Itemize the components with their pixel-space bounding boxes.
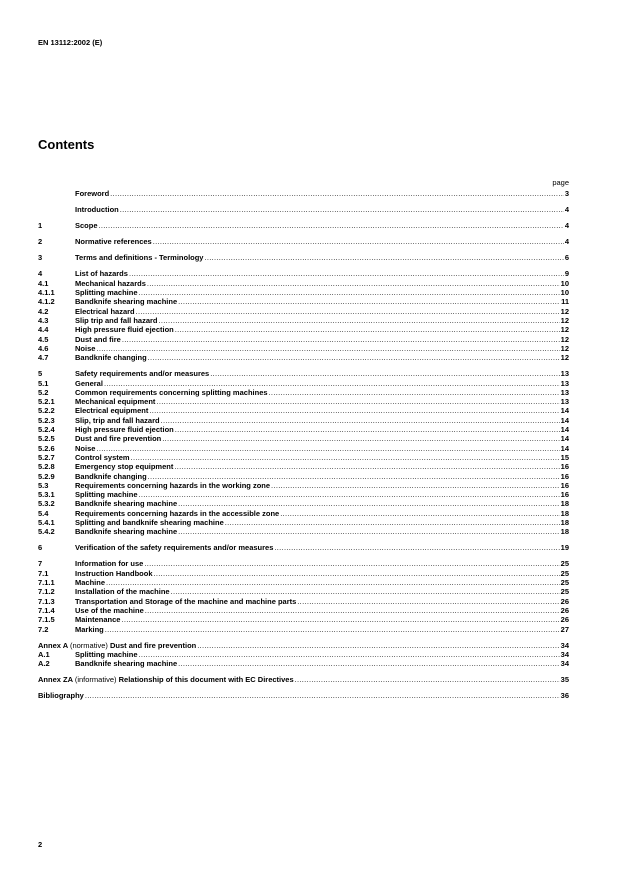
toc-entry[interactable] [38, 307, 569, 316]
toc-entry[interactable] [38, 353, 569, 362]
entry-title: Mechanical hazards [75, 278, 146, 288]
entry-page: 16 [560, 471, 569, 481]
toc-entry[interactable] [38, 659, 569, 668]
entry-number: 4.5 [38, 334, 49, 344]
leader-dots [204, 253, 563, 262]
leader-dots [156, 397, 559, 406]
entry-page: 25 [560, 587, 569, 597]
entry-title: Splitting machine [75, 288, 138, 298]
table-of-contents [38, 189, 569, 701]
entry-page: 12 [560, 325, 569, 335]
entry-title: Bandknife changing [75, 471, 147, 481]
entry-page: 4 [564, 237, 569, 247]
entry-page: 25 [560, 568, 569, 578]
entry-page: 13 [560, 387, 569, 397]
entry-page: 16 [560, 462, 569, 472]
leader-dots [148, 472, 560, 481]
toc-entry[interactable] [38, 379, 569, 388]
entry-title: Instruction Handbook [75, 568, 153, 578]
annex-za-page: 35 [560, 675, 569, 685]
annex-a-qualifier: (normative) [69, 640, 108, 650]
entry-number: A.2 [38, 659, 50, 669]
entry-number: 4.3 [38, 315, 49, 325]
entry-title: High pressure fluid ejection [75, 425, 174, 435]
bibliography-page: 36 [560, 691, 569, 701]
toc-entry[interactable] [38, 559, 569, 568]
entry-page: 12 [560, 306, 569, 316]
entry-title: Splitting and bandknife shearing machine [75, 517, 224, 527]
entry-number: 5.2.9 [38, 471, 55, 481]
toc-entry[interactable] [38, 279, 569, 288]
entry-title: List of hazards [75, 269, 128, 279]
leader-dots [136, 307, 560, 316]
toc-entry[interactable] [38, 221, 569, 230]
entry-number: 5.2.5 [38, 434, 55, 444]
leader-dots [145, 606, 560, 615]
leader-dots [139, 650, 560, 659]
entry-number: 7.1.2 [38, 587, 55, 597]
leader-dots [105, 625, 560, 634]
entry-title: Emergency stop equipment [75, 462, 174, 472]
entry-title: Noise [75, 443, 96, 453]
entry-title: Electrical hazard [75, 306, 135, 316]
toc-annex-a[interactable] [38, 641, 569, 650]
entry-page: 4 [564, 205, 569, 215]
entry-title: Installation of the machine [75, 587, 170, 597]
toc-entry[interactable] [38, 425, 569, 434]
annex-za-title: Relationship of this document with EC Directives [118, 675, 294, 685]
entry-title: Use of the machine [75, 605, 144, 615]
entry-title: Bandknife shearing machine [75, 527, 178, 537]
entry-number: 5.4 [38, 508, 49, 518]
entry-page: 13 [560, 378, 569, 388]
entry-page: 9 [564, 269, 569, 279]
leader-dots [171, 587, 560, 596]
toc-entry[interactable] [38, 597, 569, 606]
page-number: 2 [38, 840, 43, 849]
entry-title: Scope [75, 221, 98, 231]
toc-entry[interactable] [38, 434, 569, 443]
entry-number: 7.2 [38, 624, 49, 634]
leader-dots [120, 205, 564, 214]
entry-page: 18 [560, 527, 569, 537]
entry-title: Dust and fire prevention [75, 434, 162, 444]
entry-number: 5.2.3 [38, 415, 55, 425]
entry-number: 4.1.2 [38, 297, 55, 307]
leader-dots [210, 369, 559, 378]
entry-number: 1 [38, 221, 43, 231]
entry-title: Information for use [75, 559, 144, 569]
annex-za-label: Annex ZA [38, 675, 73, 685]
entry-page: 10 [560, 288, 569, 298]
toc-entry[interactable] [38, 444, 569, 453]
entry-number: 5.3.2 [38, 499, 55, 509]
entry-page: 6 [564, 253, 569, 263]
toc-entry[interactable] [38, 269, 569, 278]
toc-entry[interactable] [38, 499, 569, 508]
entry-number: 3 [38, 253, 43, 263]
entry-number: 4.7 [38, 353, 49, 363]
leader-dots [121, 615, 559, 624]
entry-page: 14 [560, 425, 569, 435]
entry-page: 13 [560, 369, 569, 379]
entry-page: 12 [560, 334, 569, 344]
toc-entry[interactable] [38, 650, 569, 659]
leader-dots [225, 518, 560, 527]
entry-number: 5.2.8 [38, 462, 55, 472]
toc-entry[interactable] [38, 509, 569, 518]
page-title: Contents [38, 137, 95, 152]
leader-dots [122, 335, 560, 344]
entry-title: Dust and fire [75, 334, 121, 344]
toc-entry[interactable] [38, 569, 569, 578]
leader-dots [144, 559, 559, 568]
toc-entry[interactable] [38, 606, 569, 615]
toc-entry[interactable] [38, 453, 569, 462]
leader-dots [295, 675, 560, 684]
toc-annex-za[interactable] [38, 675, 569, 684]
entry-title: Normative references [75, 237, 152, 247]
toc-entry[interactable] [38, 388, 569, 397]
entry-title: Maintenance [75, 615, 121, 625]
entry-title: Common requirements concerning splitting machines [75, 387, 268, 397]
entry-title: Requirements concerning hazards in the working zone [75, 480, 271, 490]
toc-entry[interactable] [38, 237, 569, 246]
entry-page: 26 [560, 615, 569, 625]
entry-title: Introduction [75, 205, 119, 215]
toc-entry[interactable] [38, 316, 569, 325]
leader-dots [99, 221, 564, 230]
toc-entry[interactable] [38, 481, 569, 490]
leader-dots [129, 269, 564, 278]
entry-title: Bandknife shearing machine [75, 297, 178, 307]
leader-dots [139, 490, 560, 499]
entry-title: Verification of the safety requirements and/or measures [75, 543, 274, 553]
entry-title: General [75, 378, 103, 388]
entry-number: 5.2 [38, 387, 49, 397]
leader-dots [147, 279, 560, 288]
entry-title: Bandknife shearing machine [75, 499, 178, 509]
leader-dots [139, 288, 560, 297]
leader-dots [175, 325, 560, 334]
leader-dots [178, 659, 560, 668]
leader-dots [96, 444, 559, 453]
entry-title: Mechanical equipment [75, 397, 156, 407]
toc-entry[interactable] [38, 490, 569, 499]
leader-dots [280, 509, 559, 518]
entry-page: 12 [560, 353, 569, 363]
entry-title: High pressure fluid ejection [75, 325, 174, 335]
entry-title: Splitting machine [75, 490, 138, 500]
entry-page: 25 [560, 559, 569, 569]
entry-number: 7.1.3 [38, 596, 55, 606]
leader-dots [297, 597, 559, 606]
entry-number: 4.1.1 [38, 288, 55, 298]
toc-entry[interactable] [38, 543, 569, 552]
leader-dots [159, 316, 560, 325]
entry-number: 4.4 [38, 325, 49, 335]
entry-page: 14 [560, 434, 569, 444]
entry-title: Bandknife shearing machine [75, 659, 178, 669]
leader-dots [178, 499, 560, 508]
toc-entry[interactable] [38, 297, 569, 306]
toc-entry[interactable] [38, 369, 569, 378]
toc-entry[interactable] [38, 253, 569, 262]
entry-number: 5.4.1 [38, 517, 55, 527]
entry-number: 4.1 [38, 278, 49, 288]
annex-a-items [38, 650, 569, 669]
toc-entry[interactable] [38, 335, 569, 344]
leader-dots [106, 578, 560, 587]
entry-number: 7.1.5 [38, 615, 55, 625]
entry-title: Requirements concerning hazards in the accessible zone [75, 508, 280, 518]
document-header: EN 13112:2002 (E) [38, 38, 103, 47]
bibliography-title: Bibliography [38, 691, 84, 701]
entry-title: Slip trip and fall hazard [75, 315, 158, 325]
entry-page: 4 [564, 221, 569, 231]
annex-za-qualifier: (informative) [74, 675, 117, 685]
toc-entry[interactable] [38, 325, 569, 334]
toc-entry[interactable] [38, 416, 569, 425]
toc-entry[interactable] [38, 205, 569, 214]
entry-number: A.1 [38, 649, 50, 659]
entry-page: 14 [560, 406, 569, 416]
toc-entry[interactable] [38, 344, 569, 353]
toc-entry[interactable] [38, 462, 569, 471]
toc-entry[interactable] [38, 397, 569, 406]
entry-page: 34 [560, 659, 569, 669]
entry-number: 5.2.6 [38, 443, 55, 453]
leader-dots [274, 543, 559, 552]
entry-page: 16 [560, 480, 569, 490]
entry-title: Bandknife changing [75, 353, 147, 363]
entry-page: 19 [560, 543, 569, 553]
entry-number: 5 [38, 369, 43, 379]
annex-a-title: Dust and fire prevention [110, 640, 197, 650]
leader-dots [161, 416, 560, 425]
entry-page: 34 [560, 649, 569, 659]
entry-title: Terms and definitions - Terminology [75, 253, 204, 263]
entry-page: 26 [560, 605, 569, 615]
entry-number: 4 [38, 269, 43, 279]
entry-title: Splitting machine [75, 649, 138, 659]
leader-dots [178, 297, 560, 306]
leader-dots [175, 425, 560, 434]
toc-entry[interactable] [38, 189, 569, 198]
entry-title: Noise [75, 343, 96, 353]
toc-entry[interactable] [38, 288, 569, 297]
leader-dots [96, 344, 559, 353]
entry-number: 2 [38, 237, 43, 247]
entry-title: Foreword [75, 189, 110, 198]
leader-dots [197, 641, 559, 650]
entry-page: 26 [560, 596, 569, 606]
leader-dots [271, 481, 560, 490]
entry-number: 6 [38, 543, 43, 553]
entry-title: Marking [75, 624, 104, 634]
leader-dots [131, 453, 560, 462]
toc-entry[interactable] [38, 518, 569, 527]
leader-dots [178, 527, 560, 536]
toc-bibliography[interactable] [38, 691, 569, 700]
leader-dots [174, 462, 559, 471]
entry-page: 12 [560, 343, 569, 353]
entry-number: 5.3.1 [38, 490, 55, 500]
entry-page: 14 [560, 443, 569, 453]
entry-number: 4.2 [38, 306, 49, 316]
toc-entries [38, 189, 569, 634]
toc-entry[interactable] [38, 472, 569, 481]
entry-number: 5.3 [38, 480, 49, 490]
entry-number: 5.2.1 [38, 397, 55, 407]
toc-entry[interactable] [38, 587, 569, 596]
entry-number: 5.1 [38, 378, 49, 388]
entry-number: 7.1.4 [38, 605, 55, 615]
entry-page: 14 [560, 415, 569, 425]
entry-number: 5.2.4 [38, 425, 55, 435]
entry-number: 7.1.1 [38, 578, 55, 588]
leader-dots [149, 406, 559, 415]
leader-dots [104, 379, 560, 388]
toc-entry[interactable] [38, 527, 569, 536]
entry-number: 7 [38, 559, 43, 569]
entry-title: Control system [75, 452, 130, 462]
leader-dots [269, 388, 560, 397]
leader-dots [110, 189, 564, 198]
entry-number: 5.2.7 [38, 452, 55, 462]
entry-page: 3 [564, 189, 569, 198]
entry-page: 18 [560, 517, 569, 527]
leader-dots [162, 434, 559, 443]
entry-page: 18 [560, 508, 569, 518]
entry-number: 4.6 [38, 343, 49, 353]
annex-a-label: Annex A [38, 640, 68, 650]
leader-dots [85, 691, 560, 700]
page-column-label: page [552, 178, 569, 187]
toc-entry[interactable] [38, 578, 569, 587]
entry-number: 7.1 [38, 568, 49, 578]
entry-page: 27 [560, 624, 569, 634]
entry-page: 25 [560, 578, 569, 588]
leader-dots [153, 237, 564, 246]
entry-page: 15 [560, 452, 569, 462]
entry-page: 12 [560, 315, 569, 325]
leader-dots [148, 353, 560, 362]
entry-title: Slip, trip and fall hazard [75, 415, 160, 425]
entry-title: Electrical equipment [75, 406, 149, 416]
annex-a-page: 34 [560, 640, 569, 650]
toc-entry[interactable] [38, 406, 569, 415]
entry-title: Transportation and Storage of the machine and machine parts [75, 596, 297, 606]
entry-page: 13 [560, 397, 569, 407]
entry-page: 18 [560, 499, 569, 509]
entry-page: 11 [561, 297, 569, 307]
entry-title: Machine [75, 578, 106, 588]
entry-title: Safety requirements and/or measures [75, 369, 210, 379]
entry-page: 10 [560, 278, 569, 288]
leader-dots [154, 569, 560, 578]
toc-entry[interactable] [38, 625, 569, 634]
entry-number: 5.2.2 [38, 406, 55, 416]
entry-number: 5.4.2 [38, 527, 55, 537]
toc-entry[interactable] [38, 615, 569, 624]
entry-page: 16 [560, 490, 569, 500]
